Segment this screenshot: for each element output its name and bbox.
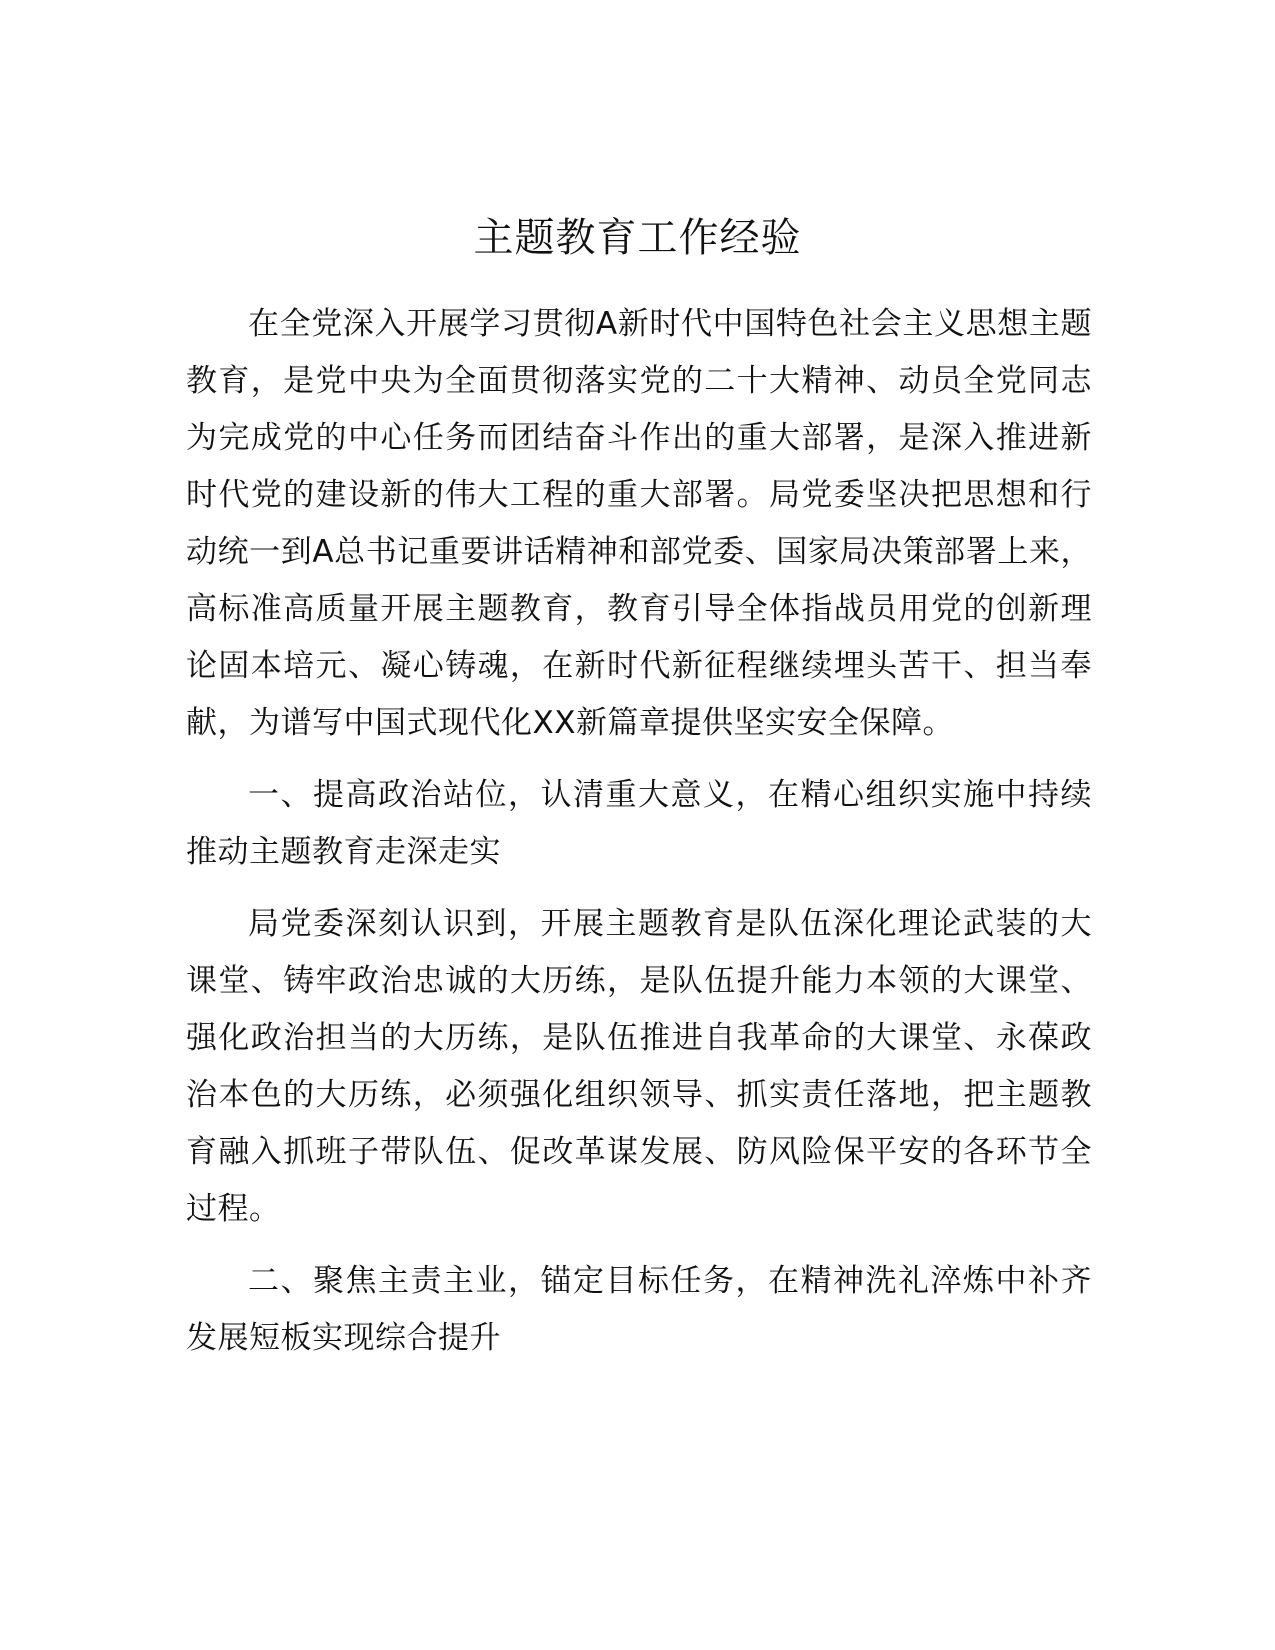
intro-paragraph: 在全党深入开展学习贯彻A新时代中国特色社会主义思想主题教育，是党中央为全面贯彻落实党的二十大精神、动员全党同志为完成党的中心任务而团结奋斗作出的重大部署，是深入推进新时代党的建设新的伟大工程的重大部署。局党委坚决把思想和行动统一到A总书记重要讲话精神和部党委、国家局决策部署上来，高标准高质量开展主题教育，教育引导全体指战员用党的创新理论固本培元、凝心铸魂，在新时代新征程继续埋头苦干、担当奉献，为谱写中国式现代化XX新篇章提供坚实安全保障。 bbox=[186, 306, 1092, 741]
document-title: 主题教育工作经验 bbox=[473, 215, 802, 261]
section-1-paragraph: 局党委深刻认识到，开展主题教育是队伍深化理论武装的大课堂、铸牢政治忠诚的大历练，是队伍提升能力本领的大课堂、强化政治担当的大历练，是队伍推进自我革命的大课堂、永葆政治本色的大历练，必须强化组织领导、抓实责任落地，把主题教育融入抓班子带队伍、促改革谋发展、防风险保平安的各环节全过程。 bbox=[186, 906, 1092, 1227]
section-heading-2: 二、聚焦主责主业，锚定目标任务，在精神洗礼淬炼中补齐发展短板实现综合提升 bbox=[186, 1263, 1092, 1356]
document-body bbox=[186, 296, 1092, 1382]
section-heading-1: 一、提高政治站位，认清重大意义，在精心组织实施中持续推动主题教育走深走实 bbox=[186, 777, 1092, 870]
